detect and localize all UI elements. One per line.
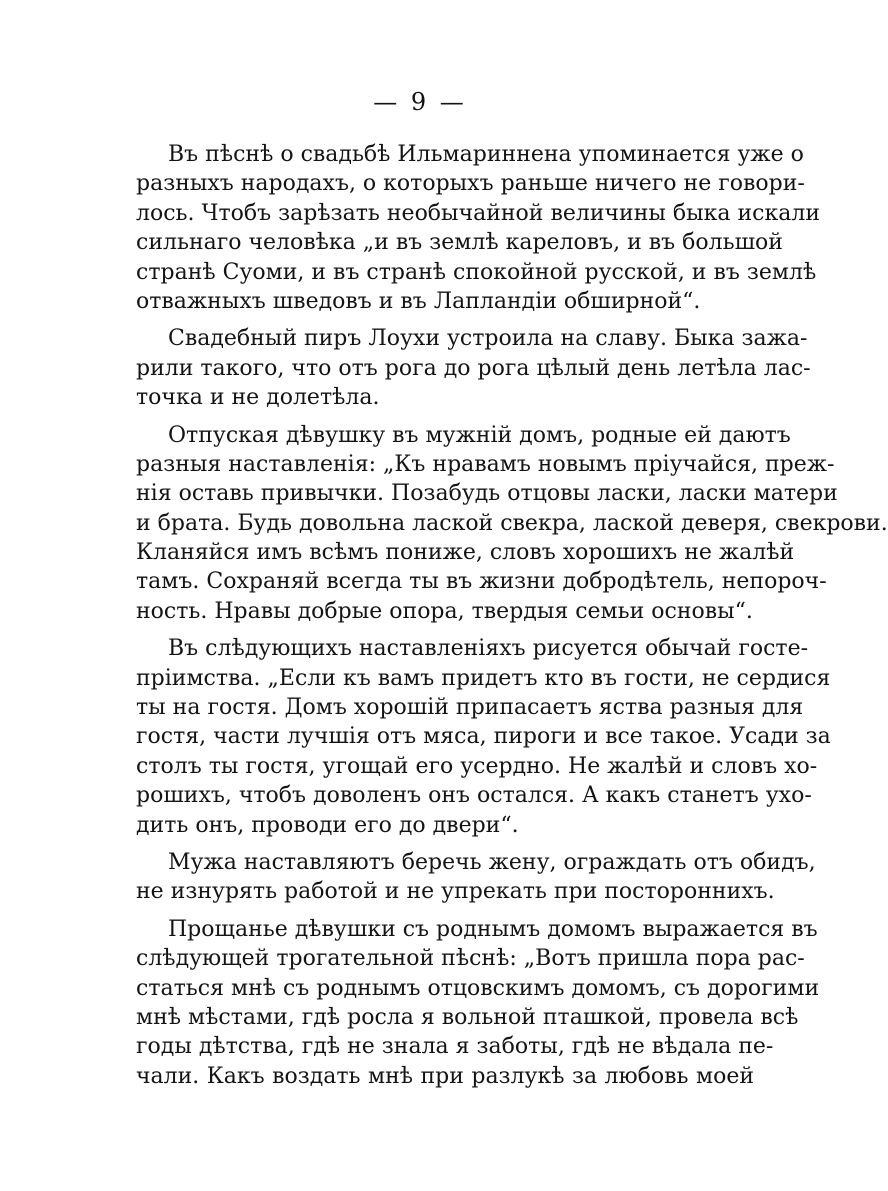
paragraph <box>136 848 816 907</box>
text-line: не изнурять работой и не упрекать при постороннихъ. <box>136 879 775 905</box>
text-line: Мужа наставляютъ беречь жену, ограждать отъ обидъ, <box>168 849 816 875</box>
text-line: годы дѣтства, гдѣ не знала я заботы, гдѣ не вѣдала пе- <box>136 1034 774 1060</box>
text-line: Кланяйся имъ всѣмъ пониже, словъ хорошихъ не жалѣй <box>136 540 795 566</box>
paragraph <box>136 634 831 840</box>
body-text <box>136 140 888 1099</box>
text-line: Прощанье дѣвушки съ роднымъ домомъ выражается въ <box>168 916 818 942</box>
text-line: столъ ты гостя, угощай его усердно. Не жалѣй и словъ хо- <box>136 753 818 779</box>
page-number: — 9 — <box>373 88 467 116</box>
text-line: Въ слѣдующихъ наставленіяхъ рисуется обычай госте- <box>168 636 809 662</box>
text-line: пріимства. „Если къ вамъ придетъ кто въ гости, не сердися <box>136 665 831 691</box>
text-line: и брата. Будь довольна лаской свекра, лаской деверя, свекрови. <box>136 510 888 536</box>
paragraph <box>136 915 820 1091</box>
paragraph <box>136 324 811 412</box>
text-line: разныхъ народахъ, о которыхъ раньше ничего не говори- <box>136 171 805 197</box>
text-line: странѣ Суоми, и въ странѣ спокойной русской, и въ землѣ <box>136 259 817 285</box>
text-line: мнѣ мѣстами, гдѣ росла я вольной пташкой, провела всѣ <box>136 1004 799 1030</box>
text-line: Свадебный пиръ Лоухи устроила на славу. Быка зажа- <box>168 326 808 352</box>
text-line: чали. Какъ воздать мнѣ при разлукѣ за любовь моей <box>136 1063 754 1089</box>
text-line: лось. Чтобъ зарѣзать необычайной величины быка искали <box>136 200 820 226</box>
paragraph <box>136 140 820 316</box>
paragraph <box>136 421 888 627</box>
text-line: ность. Нравы добрые опора, твердыя семьи основы“. <box>136 598 753 624</box>
text-line: ты на гостя. Домъ хорошій припасаетъ яства разныя для <box>136 695 804 721</box>
text-line: дить онъ, проводи его до двери“. <box>136 812 519 838</box>
text-line: статься мнѣ съ роднымъ отцовскимъ домомъ, съ дорогими <box>136 975 820 1001</box>
text-line: рошихъ, чтобъ доволенъ онъ остался. А какъ станетъ ухо- <box>136 783 812 809</box>
text-line: Въ пѣснѣ о свадьбѣ Ильмариннена упоминается уже о <box>168 142 804 167</box>
text-line: Отпуская дѣвушку въ мужній домъ, родные ей даютъ <box>168 422 791 448</box>
text-line: рили такого, что отъ рога до рога цѣлый день летѣла лас- <box>136 355 811 381</box>
text-line: слѣдующей трогательной пѣснѣ: „Вотъ пришла пора рас- <box>136 946 805 972</box>
text-line: точка и не долетѣла. <box>136 385 380 411</box>
text-line: разныя наставленія: „Къ нравамъ новымъ пріучайся, преж- <box>136 451 835 477</box>
text-line: отважныхъ шведовъ и въ Лапландіи обширной“. <box>136 288 701 314</box>
text-line: гостя, части лучшія отъ мяса, пироги и все такое. Усади за <box>136 724 831 750</box>
text-line: сильнаго человѣка „и въ землѣ кареловъ, и въ большой <box>136 230 783 256</box>
text-line: тамъ. Сохраняй всегда ты въ жизни добродѣтель, непороч- <box>136 569 827 595</box>
text-line: нія оставь привычки. Позабудь отцовы ласки, ласки матери <box>136 481 838 507</box>
